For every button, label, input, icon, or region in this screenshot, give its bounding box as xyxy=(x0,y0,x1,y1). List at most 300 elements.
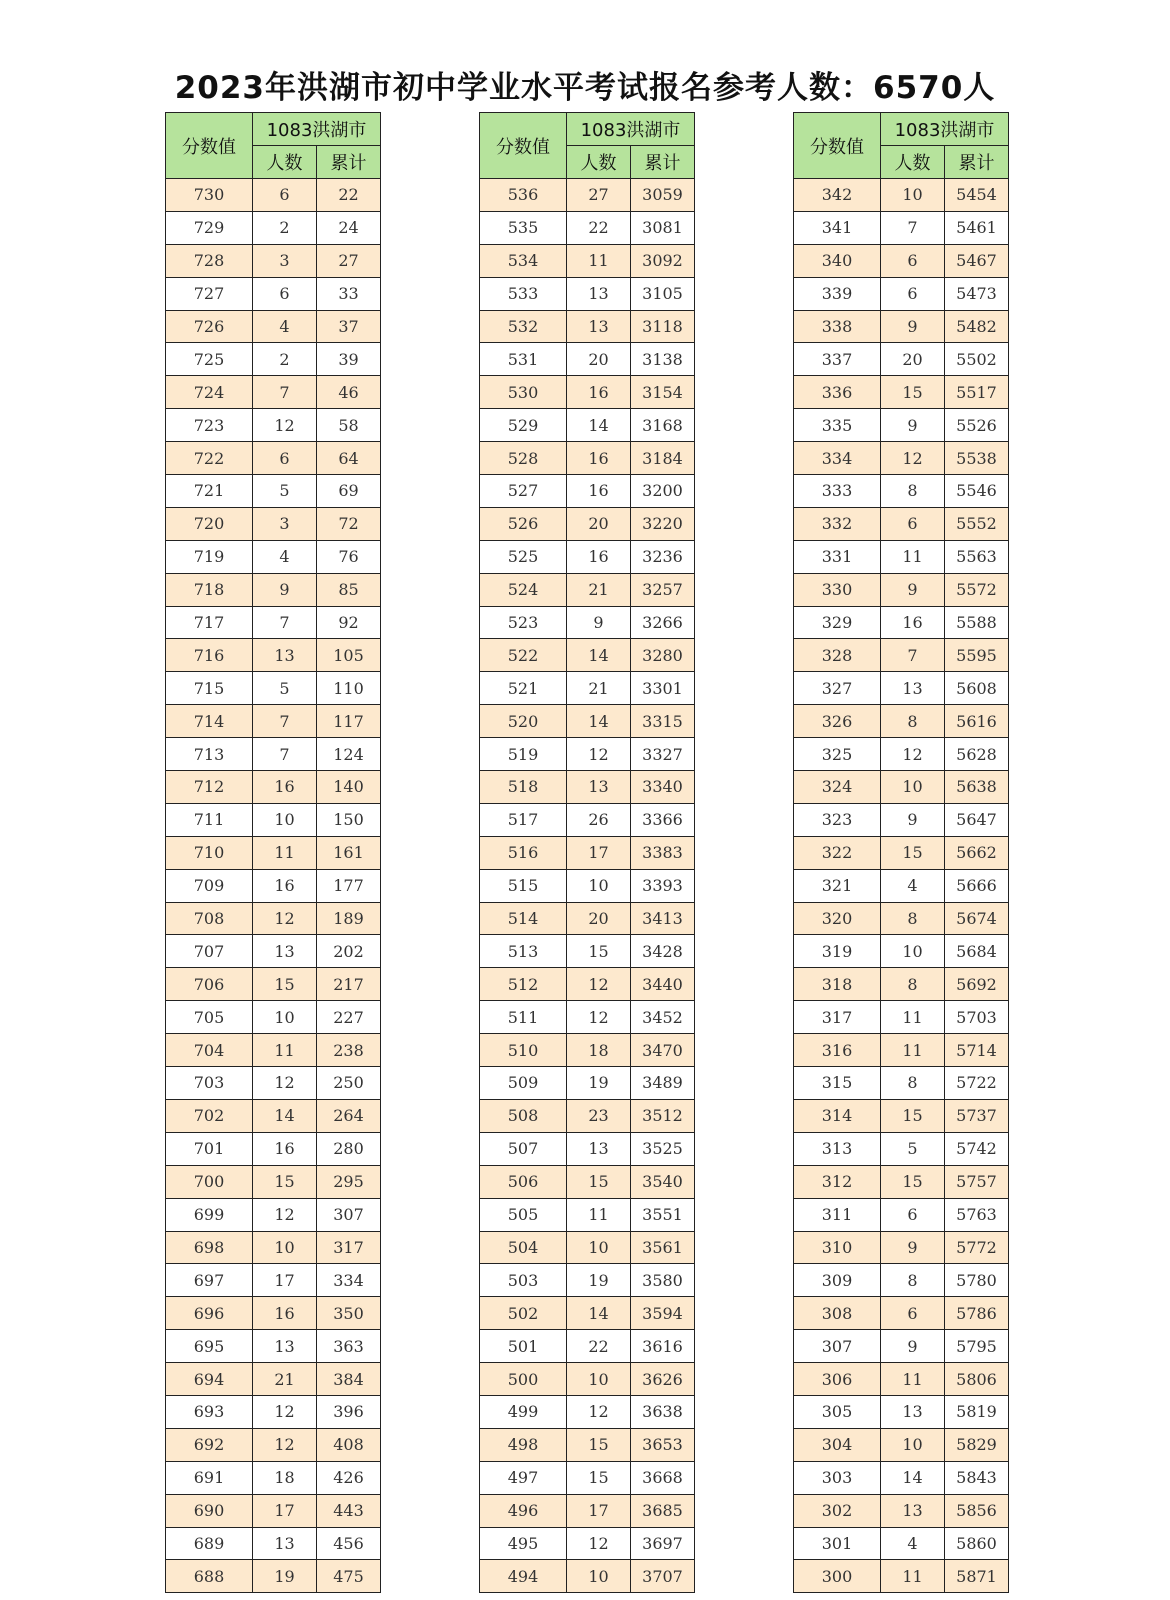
table-row xyxy=(166,211,381,244)
table-row xyxy=(166,1099,381,1132)
count-cell: 8 xyxy=(881,475,945,508)
cumulative-cell: 5473 xyxy=(945,277,1009,310)
score-cell: 715 xyxy=(166,672,253,705)
score-cell: 320 xyxy=(794,902,881,935)
score-cell: 340 xyxy=(794,244,881,277)
count-cell: 21 xyxy=(567,573,631,606)
table-row xyxy=(480,738,695,771)
cumulative-cell: 85 xyxy=(317,573,381,606)
count-cell: 2 xyxy=(253,343,317,376)
cumulative-cell: 92 xyxy=(317,606,381,639)
cumulative-cell: 5461 xyxy=(945,211,1009,244)
score-cell: 313 xyxy=(794,1132,881,1165)
score-cell: 714 xyxy=(166,705,253,738)
count-cell: 19 xyxy=(253,1560,317,1593)
count-cell: 13 xyxy=(881,672,945,705)
table-row xyxy=(166,968,381,1001)
count-cell: 12 xyxy=(567,1527,631,1560)
table-row xyxy=(166,902,381,935)
table-row xyxy=(794,1067,1009,1100)
cumulative-cell: 5780 xyxy=(945,1264,1009,1297)
cumulative-cell: 5595 xyxy=(945,639,1009,672)
count-cell: 15 xyxy=(881,1165,945,1198)
count-cell: 17 xyxy=(253,1264,317,1297)
count-cell: 7 xyxy=(253,738,317,771)
table-row xyxy=(480,179,695,212)
score-cell: 509 xyxy=(480,1067,567,1100)
score-cell: 335 xyxy=(794,409,881,442)
score-cell: 328 xyxy=(794,639,881,672)
cumulative-cell: 5722 xyxy=(945,1067,1009,1100)
count-cell: 10 xyxy=(567,869,631,902)
table-row xyxy=(480,935,695,968)
score-cell: 495 xyxy=(480,1527,567,1560)
table-row xyxy=(794,1264,1009,1297)
table-row xyxy=(166,1527,381,1560)
table-row xyxy=(794,376,1009,409)
score-cell: 316 xyxy=(794,1034,881,1067)
cumulative-cell: 177 xyxy=(317,869,381,902)
table-row xyxy=(480,540,695,573)
count-cell: 5 xyxy=(253,475,317,508)
cumulative-cell: 3428 xyxy=(631,935,695,968)
score-cell: 304 xyxy=(794,1428,881,1461)
score-cell: 517 xyxy=(480,803,567,836)
cumulative-cell: 110 xyxy=(317,672,381,705)
table-row xyxy=(480,1428,695,1461)
table-row xyxy=(166,1363,381,1396)
cumulative-cell: 456 xyxy=(317,1527,381,1560)
table-row xyxy=(480,211,695,244)
score-cell: 516 xyxy=(480,836,567,869)
count-cell: 14 xyxy=(567,409,631,442)
score-cell: 337 xyxy=(794,343,881,376)
score-cell: 501 xyxy=(480,1330,567,1363)
region-header: 1083洪湖市 xyxy=(253,113,381,146)
count-cell: 7 xyxy=(253,376,317,409)
cumulative-cell: 3525 xyxy=(631,1132,695,1165)
count-cell: 10 xyxy=(881,771,945,804)
table-row xyxy=(794,540,1009,573)
score-cell: 331 xyxy=(794,540,881,573)
score-cell: 700 xyxy=(166,1165,253,1198)
score-cell: 725 xyxy=(166,343,253,376)
count-cell: 12 xyxy=(881,738,945,771)
count-cell: 16 xyxy=(253,1297,317,1330)
table-row xyxy=(794,573,1009,606)
table-row xyxy=(794,1527,1009,1560)
score-cell: 505 xyxy=(480,1198,567,1231)
cumulative-cell: 202 xyxy=(317,935,381,968)
table-row xyxy=(166,803,381,836)
cumulative-cell: 5666 xyxy=(945,869,1009,902)
count-cell: 9 xyxy=(567,606,631,639)
cumulative-cell: 3512 xyxy=(631,1099,695,1132)
cumulative-cell: 3081 xyxy=(631,211,695,244)
score-cell: 506 xyxy=(480,1165,567,1198)
table-row xyxy=(166,672,381,705)
score-cell: 705 xyxy=(166,1001,253,1034)
score-cell: 534 xyxy=(480,244,567,277)
score-cell: 727 xyxy=(166,277,253,310)
cumulative-cell: 5860 xyxy=(945,1527,1009,1560)
score-cell: 523 xyxy=(480,606,567,639)
table-row xyxy=(794,1494,1009,1527)
table-row xyxy=(166,1560,381,1593)
count-cell: 13 xyxy=(567,310,631,343)
table-row xyxy=(794,869,1009,902)
score-cell: 303 xyxy=(794,1461,881,1494)
cumulative-cell: 5786 xyxy=(945,1297,1009,1330)
score-cell: 707 xyxy=(166,935,253,968)
score-cell: 326 xyxy=(794,705,881,738)
score-cell: 692 xyxy=(166,1428,253,1461)
cumulative-cell: 5737 xyxy=(945,1099,1009,1132)
table-row xyxy=(794,1461,1009,1494)
count-cell: 16 xyxy=(253,869,317,902)
table-row xyxy=(480,475,695,508)
table-row xyxy=(166,705,381,738)
cumulative-cell: 3092 xyxy=(631,244,695,277)
score-cell: 696 xyxy=(166,1297,253,1330)
score-cell: 688 xyxy=(166,1560,253,1593)
score-cell: 323 xyxy=(794,803,881,836)
count-cell: 13 xyxy=(881,1395,945,1428)
score-cell: 302 xyxy=(794,1494,881,1527)
cumulative-cell: 5856 xyxy=(945,1494,1009,1527)
cumulative-cell: 5829 xyxy=(945,1428,1009,1461)
count-cell: 19 xyxy=(567,1067,631,1100)
cumulative-cell: 5684 xyxy=(945,935,1009,968)
count-cell: 16 xyxy=(567,442,631,475)
count-cell: 13 xyxy=(567,277,631,310)
count-cell: 11 xyxy=(567,1198,631,1231)
table-row xyxy=(480,277,695,310)
count-cell: 6 xyxy=(253,442,317,475)
cumulative-cell: 76 xyxy=(317,540,381,573)
count-cell: 15 xyxy=(567,1165,631,1198)
table-row xyxy=(794,705,1009,738)
cumulative-cell: 5616 xyxy=(945,705,1009,738)
score-cell: 720 xyxy=(166,507,253,540)
count-cell: 21 xyxy=(253,1363,317,1396)
count-cell: 12 xyxy=(253,902,317,935)
score-cell: 508 xyxy=(480,1099,567,1132)
score-cell: 312 xyxy=(794,1165,881,1198)
count-cell: 7 xyxy=(253,606,317,639)
count-cell: 6 xyxy=(881,1198,945,1231)
count-cell: 9 xyxy=(253,573,317,606)
count-cell: 8 xyxy=(881,1067,945,1100)
count-cell: 9 xyxy=(881,573,945,606)
count-cell: 4 xyxy=(253,540,317,573)
count-cell: 17 xyxy=(253,1494,317,1527)
cumulative-cell: 140 xyxy=(317,771,381,804)
table-row xyxy=(166,935,381,968)
table-row xyxy=(480,507,695,540)
table-row xyxy=(166,771,381,804)
score-cell: 533 xyxy=(480,277,567,310)
cumulative-header: 累计 xyxy=(631,146,695,179)
cumulative-header: 累计 xyxy=(317,146,381,179)
score-cell: 503 xyxy=(480,1264,567,1297)
cumulative-cell: 37 xyxy=(317,310,381,343)
table-row xyxy=(480,310,695,343)
cumulative-cell: 3383 xyxy=(631,836,695,869)
table-row xyxy=(166,540,381,573)
count-cell: 12 xyxy=(881,442,945,475)
count-cell: 13 xyxy=(253,935,317,968)
table-row xyxy=(166,310,381,343)
score-table-3 xyxy=(793,112,1009,1593)
cumulative-cell: 3707 xyxy=(631,1560,695,1593)
score-cell: 315 xyxy=(794,1067,881,1100)
count-cell: 7 xyxy=(881,211,945,244)
cumulative-cell: 5454 xyxy=(945,179,1009,212)
table-row xyxy=(166,606,381,639)
count-cell: 10 xyxy=(881,1428,945,1461)
score-cell: 514 xyxy=(480,902,567,935)
count-cell: 11 xyxy=(881,1034,945,1067)
score-cell: 321 xyxy=(794,869,881,902)
cumulative-cell: 3551 xyxy=(631,1198,695,1231)
score-cell: 528 xyxy=(480,442,567,475)
cumulative-cell: 5819 xyxy=(945,1395,1009,1428)
score-cell: 314 xyxy=(794,1099,881,1132)
score-cell: 329 xyxy=(794,606,881,639)
score-cell: 722 xyxy=(166,442,253,475)
cumulative-cell: 317 xyxy=(317,1231,381,1264)
cumulative-cell: 3470 xyxy=(631,1034,695,1067)
score-cell: 324 xyxy=(794,771,881,804)
cumulative-cell: 58 xyxy=(317,409,381,442)
count-cell: 17 xyxy=(567,1494,631,1527)
score-header: 分数值 xyxy=(480,113,567,179)
score-cell: 730 xyxy=(166,179,253,212)
score-cell: 305 xyxy=(794,1395,881,1428)
score-cell: 710 xyxy=(166,836,253,869)
cumulative-cell: 33 xyxy=(317,277,381,310)
count-cell: 13 xyxy=(881,1494,945,1527)
count-cell: 22 xyxy=(567,211,631,244)
score-cell: 322 xyxy=(794,836,881,869)
count-cell: 12 xyxy=(567,1001,631,1034)
cumulative-cell: 264 xyxy=(317,1099,381,1132)
cumulative-cell: 3257 xyxy=(631,573,695,606)
count-cell: 10 xyxy=(253,1231,317,1264)
table-row xyxy=(166,442,381,475)
cumulative-cell: 5482 xyxy=(945,310,1009,343)
count-cell: 19 xyxy=(567,1264,631,1297)
count-header: 人数 xyxy=(253,146,317,179)
count-cell: 16 xyxy=(881,606,945,639)
count-cell: 11 xyxy=(881,1001,945,1034)
cumulative-cell: 3626 xyxy=(631,1363,695,1396)
table-row xyxy=(480,1395,695,1428)
cumulative-cell: 3561 xyxy=(631,1231,695,1264)
score-cell: 721 xyxy=(166,475,253,508)
cumulative-cell: 3638 xyxy=(631,1395,695,1428)
score-cell: 334 xyxy=(794,442,881,475)
count-cell: 10 xyxy=(253,1001,317,1034)
score-cell: 336 xyxy=(794,376,881,409)
table-row xyxy=(794,1132,1009,1165)
score-cell: 496 xyxy=(480,1494,567,1527)
cumulative-cell: 396 xyxy=(317,1395,381,1428)
count-cell: 11 xyxy=(253,1034,317,1067)
cumulative-cell: 3105 xyxy=(631,277,695,310)
count-cell: 3 xyxy=(253,244,317,277)
count-cell: 9 xyxy=(881,310,945,343)
cumulative-cell: 3685 xyxy=(631,1494,695,1527)
count-cell: 2 xyxy=(253,211,317,244)
table-row xyxy=(794,902,1009,935)
cumulative-cell: 3315 xyxy=(631,705,695,738)
table-row xyxy=(480,1165,695,1198)
score-cell: 310 xyxy=(794,1231,881,1264)
score-cell: 499 xyxy=(480,1395,567,1428)
cumulative-cell: 69 xyxy=(317,475,381,508)
table-row xyxy=(480,1231,695,1264)
score-cell: 515 xyxy=(480,869,567,902)
score-cell: 536 xyxy=(480,179,567,212)
score-cell: 531 xyxy=(480,343,567,376)
cumulative-cell: 3184 xyxy=(631,442,695,475)
score-cell: 504 xyxy=(480,1231,567,1264)
table-row xyxy=(794,1330,1009,1363)
cumulative-cell: 5806 xyxy=(945,1363,1009,1396)
count-cell: 11 xyxy=(567,244,631,277)
score-cell: 306 xyxy=(794,1363,881,1396)
count-cell: 11 xyxy=(881,1363,945,1396)
count-cell: 21 xyxy=(567,672,631,705)
count-cell: 15 xyxy=(881,1099,945,1132)
cumulative-cell: 24 xyxy=(317,211,381,244)
score-cell: 338 xyxy=(794,310,881,343)
score-cell: 708 xyxy=(166,902,253,935)
table-row xyxy=(794,836,1009,869)
score-cell: 311 xyxy=(794,1198,881,1231)
table-row xyxy=(794,639,1009,672)
table-row xyxy=(794,211,1009,244)
score-cell: 518 xyxy=(480,771,567,804)
count-header: 人数 xyxy=(567,146,631,179)
table-row xyxy=(166,179,381,212)
table-row xyxy=(166,1034,381,1067)
count-cell: 5 xyxy=(881,1132,945,1165)
cumulative-cell: 3168 xyxy=(631,409,695,442)
score-cell: 342 xyxy=(794,179,881,212)
table-row xyxy=(166,1231,381,1264)
cumulative-cell: 5703 xyxy=(945,1001,1009,1034)
score-cell: 497 xyxy=(480,1461,567,1494)
table-row xyxy=(166,1330,381,1363)
cumulative-cell: 5742 xyxy=(945,1132,1009,1165)
count-cell: 10 xyxy=(253,803,317,836)
score-cell: 325 xyxy=(794,738,881,771)
table-row xyxy=(480,1099,695,1132)
score-cell: 711 xyxy=(166,803,253,836)
count-cell: 6 xyxy=(253,179,317,212)
score-cell: 694 xyxy=(166,1363,253,1396)
table-row xyxy=(166,573,381,606)
count-cell: 20 xyxy=(567,507,631,540)
count-cell: 17 xyxy=(567,836,631,869)
table-row xyxy=(166,343,381,376)
cumulative-cell: 3154 xyxy=(631,376,695,409)
table-row xyxy=(480,803,695,836)
table-row xyxy=(166,376,381,409)
table-row xyxy=(166,738,381,771)
score-table-1 xyxy=(165,112,381,1593)
table-row xyxy=(166,1395,381,1428)
table-row xyxy=(480,1461,695,1494)
cumulative-cell: 350 xyxy=(317,1297,381,1330)
score-cell: 319 xyxy=(794,935,881,968)
score-cell: 308 xyxy=(794,1297,881,1330)
count-cell: 13 xyxy=(567,1132,631,1165)
score-cell: 530 xyxy=(480,376,567,409)
cumulative-cell: 3668 xyxy=(631,1461,695,1494)
table-row xyxy=(480,1264,695,1297)
count-cell: 15 xyxy=(567,1428,631,1461)
count-cell: 9 xyxy=(881,1231,945,1264)
count-cell: 13 xyxy=(567,771,631,804)
count-cell: 20 xyxy=(567,343,631,376)
cumulative-cell: 3653 xyxy=(631,1428,695,1461)
table-row xyxy=(480,639,695,672)
cumulative-cell: 5517 xyxy=(945,376,1009,409)
count-cell: 6 xyxy=(881,507,945,540)
table-row xyxy=(794,771,1009,804)
score-cell: 519 xyxy=(480,738,567,771)
cumulative-cell: 3236 xyxy=(631,540,695,573)
cumulative-cell: 5526 xyxy=(945,409,1009,442)
cumulative-cell: 5714 xyxy=(945,1034,1009,1067)
score-cell: 301 xyxy=(794,1527,881,1560)
table-row xyxy=(794,1231,1009,1264)
count-cell: 14 xyxy=(567,1297,631,1330)
count-cell: 9 xyxy=(881,1330,945,1363)
table-row xyxy=(794,606,1009,639)
cumulative-cell: 105 xyxy=(317,639,381,672)
count-cell: 6 xyxy=(253,277,317,310)
cumulative-cell: 3280 xyxy=(631,639,695,672)
table-row xyxy=(480,1560,695,1593)
count-cell: 15 xyxy=(567,1461,631,1494)
cumulative-cell: 5763 xyxy=(945,1198,1009,1231)
table-row xyxy=(794,409,1009,442)
table-row xyxy=(480,244,695,277)
count-cell: 13 xyxy=(253,639,317,672)
score-cell: 498 xyxy=(480,1428,567,1461)
cumulative-cell: 27 xyxy=(317,244,381,277)
count-cell: 14 xyxy=(253,1099,317,1132)
table-row xyxy=(480,902,695,935)
cumulative-cell: 189 xyxy=(317,902,381,935)
count-cell: 8 xyxy=(881,705,945,738)
table-row xyxy=(480,1001,695,1034)
table-row xyxy=(166,1428,381,1461)
score-cell: 724 xyxy=(166,376,253,409)
cumulative-cell: 117 xyxy=(317,705,381,738)
table-row xyxy=(794,1165,1009,1198)
cumulative-cell: 238 xyxy=(317,1034,381,1067)
score-cell: 689 xyxy=(166,1527,253,1560)
table-row xyxy=(480,1330,695,1363)
cumulative-cell: 3340 xyxy=(631,771,695,804)
table-row xyxy=(166,1132,381,1165)
